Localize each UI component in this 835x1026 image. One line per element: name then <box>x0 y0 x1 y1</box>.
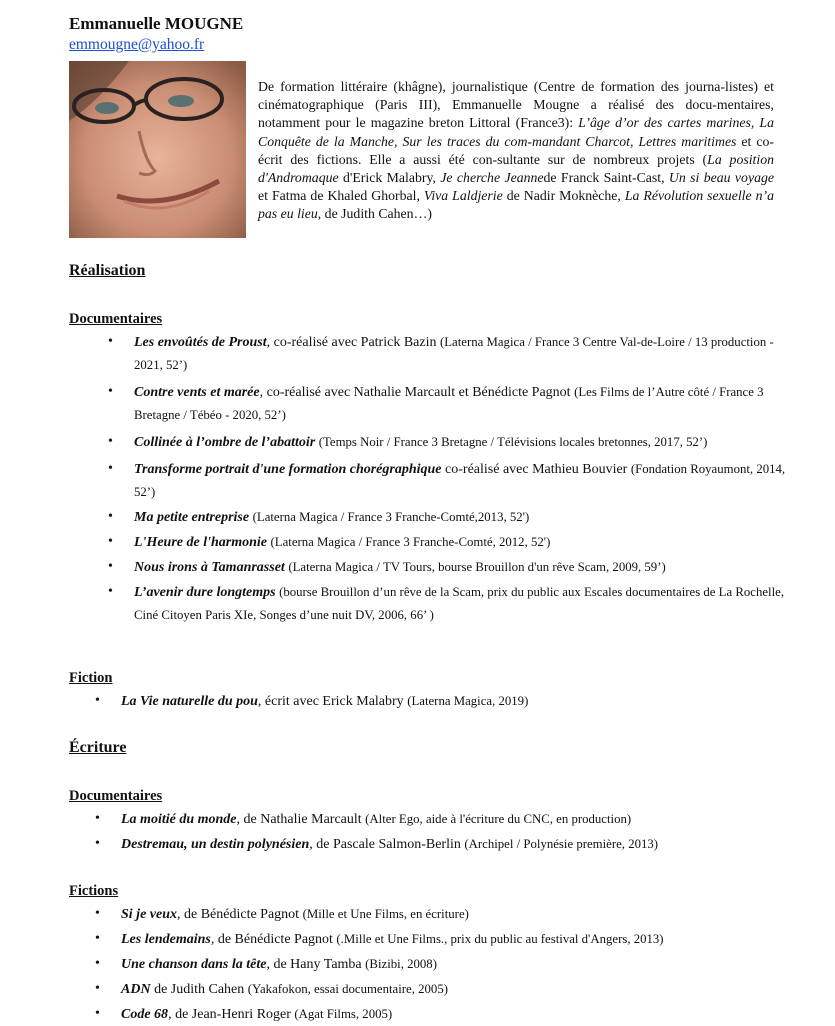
realisation-documentaires-list <box>108 331 794 627</box>
bullet-icon: • <box>95 981 100 996</box>
bullet-icon: • <box>108 334 113 349</box>
list-item <box>108 581 794 627</box>
ecriture-fictions-list <box>95 903 801 1026</box>
work-credits: (.Mille et Une Films., prix du public au festival d'Angers, 2013) <box>336 932 664 946</box>
bio-title: Viva Laldjerie <box>423 188 503 204</box>
work-title: Les envoûtés de Proust <box>134 335 267 350</box>
bio-text: De formation littéraire (khâgne), journalistique (Centre de formation des journa-listes) et cinématographique (Paris III), Emmanuelle Mougne a réalisé des docu-mentaires, notamment pour le magazine breton Littoral (France3): <box>258 79 774 131</box>
work-title: Collinée à l’ombre de l’abattoir <box>134 435 316 450</box>
work-credits: (Laterna Magica, 2019) <box>407 694 529 708</box>
work-credits: (Laterna Magica / France 3 Franche-Comté,2013, 52') <box>252 510 530 524</box>
list-item <box>108 506 794 529</box>
work-title: L'Heure de l'harmonie <box>134 535 267 550</box>
bullet-icon: • <box>108 434 113 449</box>
work-credits: (Fondation Royaumont, 2014, 52’) <box>134 462 786 499</box>
work-title: Si je veux <box>121 907 177 922</box>
work-credits: (Mille et Une Films, en écriture) <box>302 907 469 921</box>
subsection-heading-documentaires: Documentaires <box>69 788 163 804</box>
bullet-icon: • <box>95 1006 100 1021</box>
section-heading-ecriture: Écriture <box>69 739 127 756</box>
bullet-icon: • <box>108 509 113 524</box>
bio-title: Je cherche Jeanne <box>440 170 544 186</box>
list-item <box>108 431 794 454</box>
work-title: Nous irons à Tamanrasset <box>134 560 285 575</box>
work-text: , de Bénédicte Pagnot <box>177 907 303 922</box>
list-item <box>95 808 801 831</box>
list-item <box>95 833 801 856</box>
bio-text: de Nadir Moknèche, <box>502 188 625 204</box>
person-name: Emmanuelle MOUGNE <box>69 14 244 33</box>
list-item <box>108 531 794 554</box>
section-heading-realisation: Réalisation <box>69 262 146 279</box>
work-text: de Judith Cahen <box>150 982 248 997</box>
list-item <box>95 1003 801 1026</box>
subsection-heading-documentaires: Documentaires <box>69 311 163 327</box>
bullet-icon: • <box>95 931 100 946</box>
list-item <box>95 928 801 951</box>
list-item <box>95 978 801 1001</box>
bullet-icon: • <box>108 559 113 574</box>
realisation-fiction-list <box>95 690 801 713</box>
work-credits: (Les Films de l’Autre côté / France 3 Bretagne / Tébéo - 2020, 52’) <box>134 385 764 422</box>
bullet-icon: • <box>95 836 100 851</box>
portrait-photo <box>69 61 246 238</box>
list-item <box>108 556 794 579</box>
subsection-heading-fiction: Fiction <box>69 670 113 686</box>
work-text: , co-réalisé avec Nathalie Marcault et Bénédicte Pagnot <box>259 385 575 400</box>
work-text: , écrit avec Erick Malabry <box>257 694 408 709</box>
bio-text: et Fatma de Khaled Ghorbal, <box>258 188 424 204</box>
work-text: , de Bénédicte Pagnot <box>210 932 337 947</box>
work-title: ADN <box>121 982 151 997</box>
bullet-icon: • <box>95 906 100 921</box>
work-text: , de Hany Tamba <box>266 957 366 972</box>
list-item <box>95 953 801 976</box>
bio-title: L’âge d’or des cartes marines, La Conquête de la Manche, Sur les traces du com-mandant Charcot, Lettres maritimes <box>258 115 774 149</box>
list-item <box>108 458 794 504</box>
work-title: Transforme portrait d'une formation chorégraphique <box>134 462 442 477</box>
work-credits: (Archipel / Polynésie première, 2013) <box>464 837 659 851</box>
work-title: La Vie naturelle du pou <box>121 694 258 709</box>
work-credits: (Laterna Magica / France 3 Franche-Comté, 2012, 52') <box>270 535 551 549</box>
work-credits: (Alter Ego, aide à l'écriture du CNC, en production) <box>365 812 632 826</box>
work-credits: (Agat Films, 2005) <box>294 1007 393 1021</box>
bio-title: La position d'Andromaque <box>258 151 775 186</box>
bullet-icon: • <box>95 956 100 971</box>
ecriture-documentaires-list <box>95 808 801 856</box>
work-title: Destremau, un destin polynésien <box>121 837 310 852</box>
bullet-icon: • <box>95 811 100 826</box>
work-text: , de Jean-Henri Roger <box>168 1007 295 1022</box>
work-title: L’avenir dure longtemps <box>134 585 276 600</box>
portrait-photo-graphic <box>69 61 246 238</box>
bullet-icon: • <box>108 384 113 399</box>
work-credits: (bourse Brouillon d’un rêve de la Scam, prix du public aux Escales documentaires de La Rochelle, Ciné Citoyen Paris XIe, Songes d’une nuit DV, 2006, 66’ ) <box>134 585 785 622</box>
work-title: Les lendemains <box>121 932 211 947</box>
work-text: , de Pascale Salmon-Berlin <box>309 837 465 852</box>
bullet-icon: • <box>108 461 113 476</box>
email-link[interactable]: emmougne@yahoo.fr <box>69 36 205 53</box>
work-credits: (Laterna Magica / France 3 Centre Val-de-Loire / 13 production - 2021, 52’) <box>134 335 774 372</box>
list-item <box>108 331 794 377</box>
bullet-icon: • <box>108 584 113 599</box>
work-credits: (Temps Noir / France 3 Bretagne / Télévisions locales bretonnes, 2017, 52’) <box>318 435 708 449</box>
work-text: , co-réalisé avec Patrick Bazin <box>266 335 440 350</box>
work-credits: (Bizibi, 2008) <box>365 957 437 971</box>
work-credits: (Laterna Magica / TV Tours, bourse Brouillon d'un rêve Scam, 2009, 59’) <box>288 560 666 574</box>
work-text: co-réalisé avec Mathieu Bouvier <box>441 462 631 477</box>
work-title: Code 68 <box>121 1007 169 1022</box>
list-item <box>95 690 801 713</box>
subsection-heading-fictions: Fictions <box>69 883 119 899</box>
bio-text: d'Erick Malabry, <box>338 170 441 186</box>
work-text: , de Nathalie Marcault <box>236 812 366 827</box>
bio-title: La Révolution sexuelle n’a pas eu lieu <box>258 188 774 222</box>
work-title: Une chanson dans la tête <box>121 957 267 972</box>
bio-text: et co-écrit des fictions. Elle a aussi été con-sultante sur de nombreux projets ( <box>258 133 774 167</box>
bio-title: Un si beau voyage <box>668 170 774 186</box>
work-credits: (Yakafokon, essai documentaire, 2005) <box>247 982 448 996</box>
biography <box>258 78 774 224</box>
list-item <box>95 903 801 926</box>
bio-text: de Franck Saint-Cast, <box>543 170 669 186</box>
work-title: Contre vents et marée <box>134 385 260 400</box>
bullet-icon: • <box>95 693 100 708</box>
bio-text: , de Judith Cahen…) <box>317 206 432 222</box>
list-item <box>108 381 794 427</box>
work-title: Ma petite entreprise <box>134 510 250 525</box>
bullet-icon: • <box>108 534 113 549</box>
work-title: La moitié du monde <box>121 812 237 827</box>
